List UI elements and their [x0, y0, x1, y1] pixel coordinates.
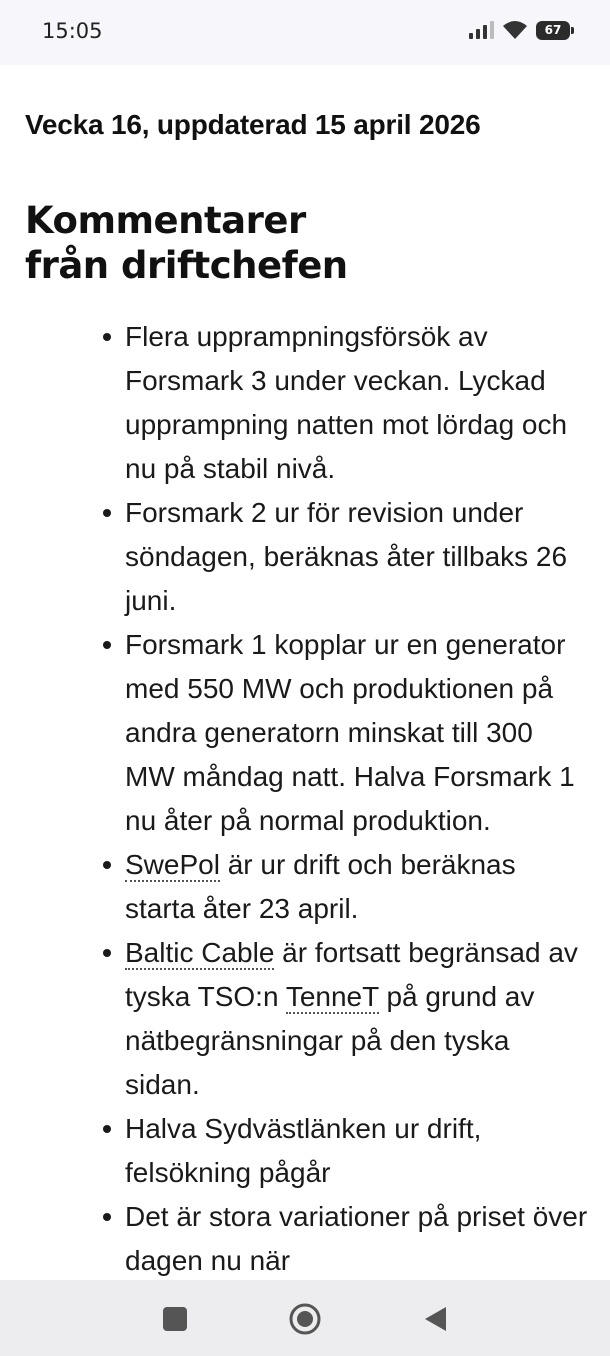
back-triangle-icon[interactable] [418, 1302, 452, 1336]
list-item-text: Forsmark 2 ur för revision under söndagen, beräknas åter tillbaks 26 juni. [125, 497, 568, 616]
status-time: 15:05 [42, 19, 103, 43]
week-update-line: Vecka 16, uppdaterad 15 april 2026 [25, 109, 481, 140]
battery-icon [536, 21, 570, 40]
list-item-text: Det är stora variationer på priset över dagen nu när [125, 1201, 588, 1276]
recents-square-icon[interactable] [158, 1302, 192, 1336]
heading-line-2: från driftchefen [25, 244, 348, 287]
list-item-text: är ur drift och beräknas starta åter 23 april. [125, 849, 516, 924]
home-circle-icon[interactable] [288, 1302, 322, 1336]
abbr-tennet[interactable]: TenneT [285, 981, 379, 1012]
status-bar [0, 0, 610, 65]
list-item [100, 931, 590, 1107]
list-item [100, 1195, 590, 1280]
list-item-text: Halva Sydvästlänken ur drift, felsökning pågår [125, 1113, 482, 1188]
comments-list [100, 315, 590, 1280]
list-item [100, 491, 590, 623]
signal-icon [468, 20, 494, 40]
page-heading [25, 198, 348, 288]
list-item-text: Flera upprampningsförsök av Forsmark 3 under veckan. Lyckad upprampning natten mot lördag och nu på stabil nivå. [125, 321, 568, 484]
wifi-icon [502, 20, 528, 40]
page-content [25, 65, 590, 1280]
list-item-text: är fortsatt begränsad av tyska TSO:n [125, 937, 578, 1012]
list-item [100, 623, 590, 843]
battery-level: 67 [544, 23, 562, 37]
abbr-baltic-cable[interactable]: Baltic Cable [125, 937, 275, 968]
list-item [100, 1107, 590, 1195]
list-item [100, 315, 590, 491]
navigation-bar [0, 1280, 610, 1356]
status-icons [468, 20, 570, 40]
list-item-text: Forsmark 1 kopplar ur en generator med 550 MW och produktionen på andra generatorn minskat till 300 MW måndag natt. Halva Forsmark 1 nu åter på normal produktion. [125, 629, 575, 836]
heading-line-1: Kommentarer [25, 199, 306, 242]
abbr-swepol[interactable]: SwePol [125, 849, 220, 880]
list-item-text: på grund av nätbegränsningar på den tyska sidan. [125, 981, 535, 1100]
list-item [100, 843, 590, 931]
